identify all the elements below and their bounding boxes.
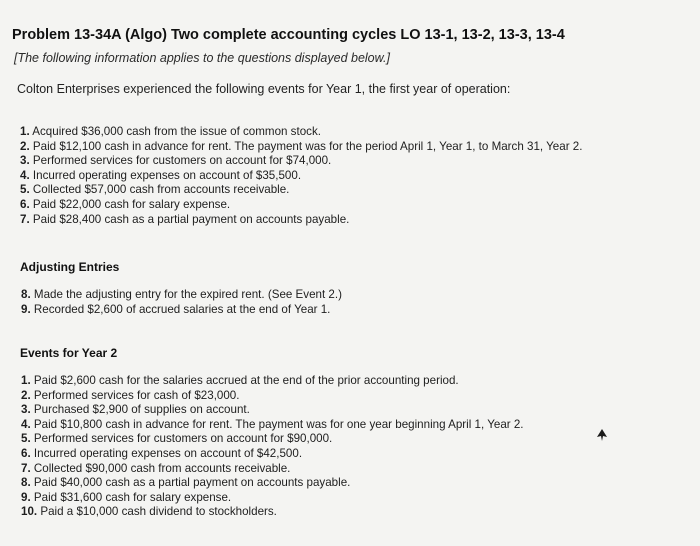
- item-number: 2.: [20, 139, 30, 153]
- year2-event-item: [21, 389, 524, 404]
- item-number: 8.: [21, 476, 31, 490]
- item-text: Incurred operating expenses on account of $42,500.: [33, 446, 303, 460]
- item-text: Performed services for customers on account for $90,000.: [33, 432, 333, 446]
- year2-event-item: [21, 476, 524, 491]
- item-number: 2.: [21, 388, 31, 402]
- year2-event-item: [21, 462, 524, 477]
- item-number: 7.: [21, 461, 31, 475]
- item-text: Acquired $36,000 cash from the issue of common stock.: [32, 125, 321, 138]
- item-number: 3.: [21, 403, 31, 417]
- year2-event-item: [21, 403, 524, 418]
- item-text: Paid a $10,000 cash dividend to stockholders.: [40, 505, 277, 519]
- year2-event-item: [21, 447, 524, 462]
- item-number: 4.: [21, 417, 31, 431]
- item-number: 6.: [20, 197, 30, 211]
- item-text: Incurred operating expenses on account of $35,500.: [32, 168, 302, 182]
- year2-event-item: [21, 491, 524, 506]
- year1-event-item: [20, 169, 582, 184]
- year2-event-item: [21, 418, 524, 433]
- year1-events-list: [20, 125, 582, 227]
- year2-events-list: [21, 374, 524, 520]
- adjusting-entries-heading: Adjusting Entries: [20, 260, 120, 274]
- item-text: Paid $28,400 cash as a partial payment on accounts payable.: [32, 212, 350, 226]
- item-number: 5.: [20, 183, 30, 197]
- item-text: Paid $31,600 cash for salary expense.: [33, 490, 232, 504]
- item-number: 3.: [20, 154, 30, 168]
- item-text: Paid $40,000 cash as a partial payment on accounts payable.: [33, 476, 351, 490]
- item-number: 1.: [21, 374, 31, 387]
- item-number: 5.: [21, 432, 31, 446]
- year2-events-heading: Events for Year 2: [20, 346, 118, 360]
- item-number: 9.: [21, 490, 31, 504]
- year2-event-item: [21, 374, 524, 389]
- adjusting-entries-list: [21, 288, 342, 317]
- item-number: 6.: [21, 446, 31, 460]
- item-text: Made the adjusting entry for the expired rent. (See Event 2.): [33, 288, 342, 301]
- item-text: Paid $10,800 cash in advance for rent. The payment was for one year beginning April 1, Year 2.: [33, 417, 524, 431]
- year2-event-item: [21, 505, 524, 520]
- year2-event-item: [21, 432, 524, 447]
- item-text: Performed services for cash of $23,000.: [33, 388, 240, 402]
- item-text: Purchased $2,900 of supplies on account.: [33, 403, 250, 417]
- problem-intro-note: [The following information applies to the questions displayed below.]: [14, 51, 390, 65]
- item-text: Paid $12,100 cash in advance for rent. The payment was for the period April 1, Year 1, to March 31, Year 2.: [32, 139, 583, 153]
- year1-event-item: [20, 125, 582, 140]
- item-text: Recorded $2,600 of accrued salaries at the end of Year 1.: [33, 302, 331, 316]
- item-number: 10.: [21, 505, 38, 519]
- item-text: Collected $57,000 cash from accounts receivable.: [32, 183, 290, 197]
- adjusting-entry-item: [21, 303, 342, 318]
- year1-event-item: [20, 198, 582, 213]
- item-text: Paid $22,000 cash for salary expense.: [32, 197, 231, 211]
- mouse-cursor-icon: [597, 429, 607, 441]
- item-text: Paid $2,600 cash for the salaries accrued at the end of the prior accounting period.: [33, 374, 459, 387]
- item-number: 4.: [20, 168, 30, 182]
- problem-title: Problem 13-34A (Algo) Two complete accounting cycles LO 13-1, 13-2, 13-3, 13-4: [12, 27, 565, 43]
- problem-lead-text: Colton Enterprises experienced the following events for Year 1, the first year of operation:: [17, 82, 511, 96]
- item-text: Performed services for customers on account for $74,000.: [32, 154, 332, 168]
- adjusting-entry-item: [21, 288, 342, 303]
- year1-event-item: [20, 140, 582, 155]
- item-number: 7.: [20, 212, 30, 226]
- item-text: Collected $90,000 cash from accounts receivable.: [33, 461, 291, 475]
- year1-event-item: [20, 183, 582, 198]
- year1-event-item: [20, 154, 582, 169]
- item-number: 8.: [21, 288, 31, 301]
- year1-event-item: [20, 213, 582, 228]
- item-number: 9.: [21, 302, 31, 316]
- item-number: 1.: [20, 125, 30, 138]
